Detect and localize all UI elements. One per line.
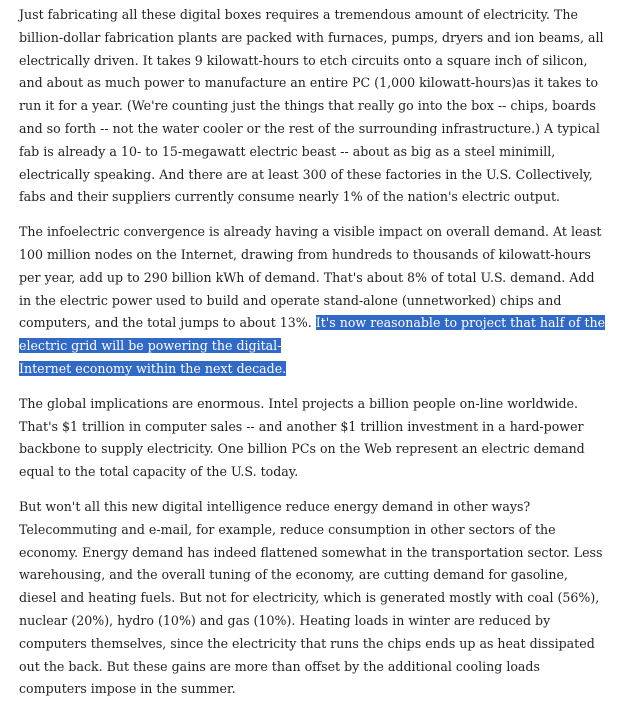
article-body [19, 4, 609, 713]
selected-text-line-2[interactable]: Internet economy within the next decade. [19, 360, 287, 376]
paragraph-fabrication: Just fabricating all these digital boxes requires a tremendous amount of electricity. The billion-dollar fabrication plants are packed with furnaces, pumps, dryers and ion beams, all electrically driven. It takes 9 kilowatt-hours to etch circuits onto a square inch of silicon, and about as much power to manufacture an entire PC (1,000 kilowatt-hours)as it takes to run it for a year. (We're counting just the things that really go into the box -- chips, boards and so forth -- not the water cooler or the rest of the surrounding infrastructure.) A typical fab is already a 10- to 15-megawatt electric beast -- about as big as a steel minimill, electrically speaking. And there are at least 300 of these factories in the U.S. Collectively, fabs and their suppliers currently consume nearly 1% of the nation's electric output. [19, 7, 604, 205]
paragraph-text: The infoelectric convergence is already having a visible impact on overall demand. At least 100 million nodes on the Internet, drawing from hundreds to thousands of kilowatt-hours per year, add up to 290 billion kWh of demand. That's about 8% of total U.S. demand. Add in the electric power used to build and operate stand-alone (unnetworked) chips and computers, and the total jumps to about 13%. [19, 224, 602, 331]
paragraph-global-implications: The global implications are enormous. Intel projects a billion people on-line worldwide. That's $1 trillion in computer sales -- and another $1 trillion investment in a hard-power backbone to supply electricity. One billion PCs on the Web represent an electric demand equal to the total capacity of the U.S. today. [19, 395, 585, 480]
paragraph-energy-demand: But won't all this new digital intelligence reduce energy demand in other ways? Telecommuting and e-mail, for example, reduce consumption in other sectors of the economy. Energy demand has indeed flattened somewhat in the transportation sector. Less warehousing, and the overall tuning of the economy, are cutting demand for gasoline, diesel and heating fuels. But not for electricity, which is generated mostly with coal (56%), nuclear (20%), hydro (10%) and gas (10%). Heating loads in winter are reduced by computers themselves, since the electricity that runs the chips ends up as heat dissipated out the back. But these gains are more than offset by the additional cooling loads computers impose in the summer. [19, 498, 603, 697]
selected-text-line-1[interactable]: It's now reasonable to project that half of the electric grid will be powering the digital- [19, 315, 606, 354]
paragraph-infoelectric-convergence [19, 221, 609, 381]
